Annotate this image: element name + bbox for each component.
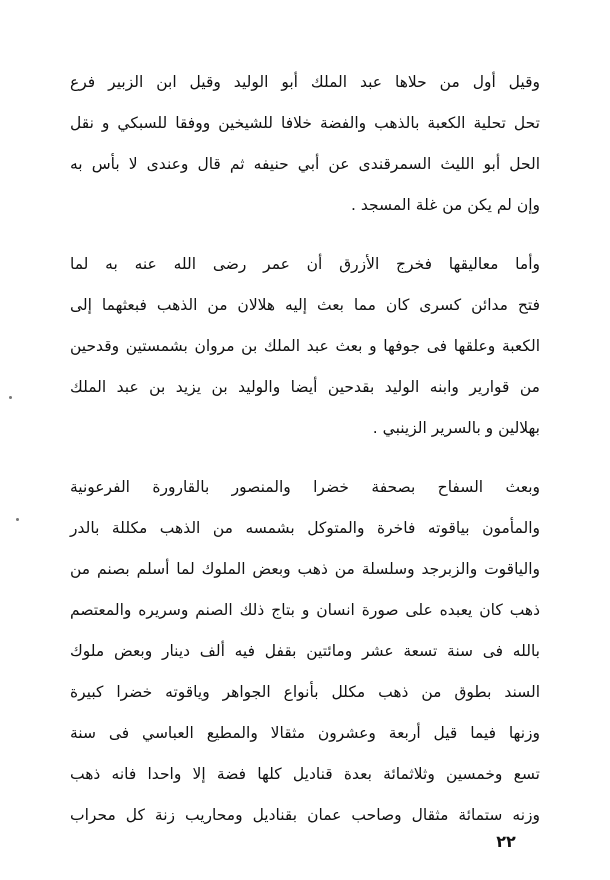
text-line: السند بطوق من ذهب مكلل بأنواع الجواهر وياقوته خضرا كبيرة	[70, 683, 540, 701]
paragraph-2	[70, 244, 540, 449]
margin-speck	[16, 518, 19, 521]
text-line: وزنها فيما قيل أربعة وعشرون مثقالا والمطيع العباسي فى سنة	[70, 724, 540, 742]
text-line: وإن لم يكن من غلة المسجد .	[351, 196, 540, 214]
text-line: تحل تحلية الكعبة بالذهب والفضة خلافا للشيخين ووفقا للسبكي و نقل	[70, 114, 540, 132]
text-line: وزنه ستمائة مثقال وصاحب عمان بقناديل ومحاريب زنة كل محراب	[70, 806, 540, 824]
text-line: والياقوت والزبرجد وسلسلة من ذهب وبعض الملوك لما أسلم بصنم من	[70, 560, 540, 578]
text-line: من قوارير وابنه الوليد بقدحين أيضا والوليد بن يزيد بن عبد الملك	[70, 378, 540, 396]
text-line: والمأمون بياقوته فاخرة والمتوكل بشمسه من الذهب مكللة بالدر	[70, 519, 540, 537]
body-text	[70, 62, 540, 836]
text-line: فتح مدائن كسرى كان مما بعث إليه هلالان من الذهب فبعثهما إلى	[70, 296, 540, 314]
text-line: وقيل أول من حلاها عبد الملك أبو الوليد وقيل ابن الزبير فرع	[70, 73, 540, 91]
page-number: ٢٢	[496, 832, 516, 851]
paragraph-1	[70, 62, 540, 226]
text-line: بهلالين و بالسرير الزينبي .	[372, 419, 540, 437]
text-line: الحل أبو الليث السمرقندى عن أبي حنيفه ثم قال وعندى لا بأس به	[70, 155, 540, 173]
paragraph-3	[70, 467, 540, 836]
margin-speck	[9, 396, 12, 399]
text-line: بالله فى سنة تسعة عشر ومائتين بقفل فيه ألف دينار وبعض ملوك	[70, 642, 540, 660]
text-line: وأما معاليقها فخرج الأزرق أن عمر رضى الله عنه به لما	[70, 255, 540, 273]
text-line: ذهب كان يعبده على صورة انسان و بتاج ذلك الصنم وسريره والمعتصم	[70, 601, 540, 619]
text-line: الكعبة وعلقها فى جوفها و بعث عبد الملك بن مروان بشمستين وقدحين	[70, 337, 540, 355]
text-line: تسع وخمسين وثلاثمائة بعدة قناديل كلها فضة إلا واحدا فانه ذهب	[70, 765, 540, 783]
text-line: وبعث السفاح بصحفة خضرا والمنصور بالقارورة الفرعونية	[70, 478, 540, 496]
